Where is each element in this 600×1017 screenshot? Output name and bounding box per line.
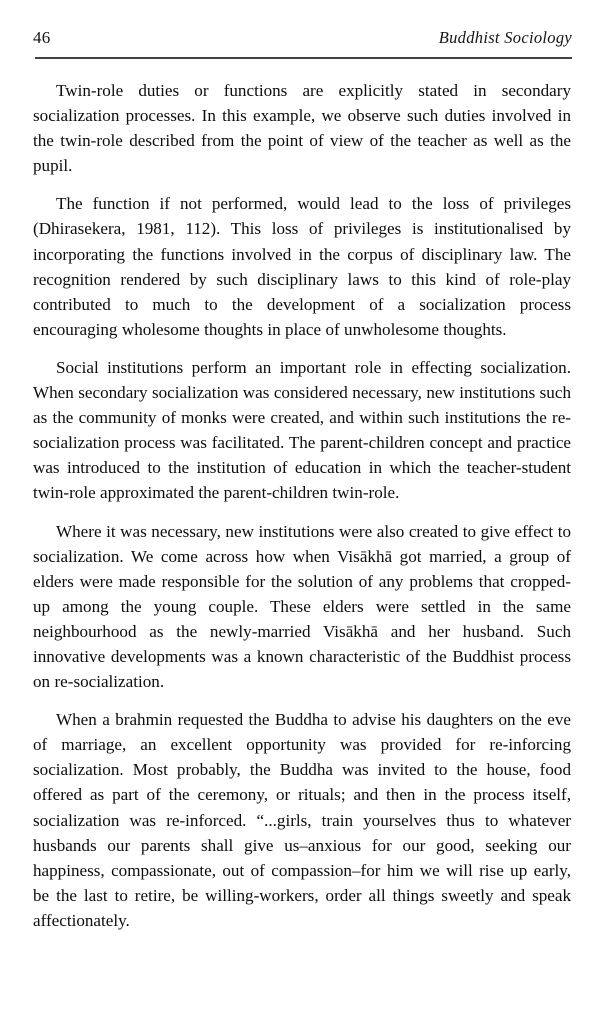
paragraph: Twin-role duties or functions are explicitly stated in secondary socialization processes. In this example, we observe such duties involved in the twin-role described from the point of view of the teacher as well as the pupil. xyxy=(33,81,571,176)
running-title: Buddhist Sociology xyxy=(438,28,572,47)
running-header xyxy=(33,28,572,54)
paragraph: Social institutions perform an important role in effecting socialization. When secondary socialization was considered necessary, new institutions such as the community of monks were created, and within such institutions the re-socialization process was facilitated. The parent-children concept and practice was introduced to the institution of education in which the teacher-student twin-role approximated the parent-children twin-role. xyxy=(33,357,571,503)
header-divider-rule xyxy=(35,57,572,59)
paragraph: The function if not performed, would lead to the loss of privileges (Dhirasekera, 1981, 112). This loss of privileges is institutionalised by incorporating the functions involved in the corpus of disciplinary law. The recognition rendered by such disciplinary laws to this kind of role-play contributed to much to the development of a socialization process encouraging wholesome thoughts in place of unwholesome thoughts. xyxy=(33,194,571,339)
paragraph: When a brahmin requested the Buddha to advise his daughters on the eve of marriage, an excellent opportunity was provided for re-inforcing socialization. Most probably, the Buddha was invited to the house, food offered as part of the ceremony, or rituals; and then in the process itself, socialization was re-inforced. “...girls, train yourselves thus to whatever husbands our parents shall give us–anxious for our good, seeking our happiness, compassionate, out of compassion–for him we will rise up early, be the last to retire, be willing-workers, order all things sweetly and speak affectionately. xyxy=(33,710,571,930)
paragraph: Where it was necessary, new institutions were also created to give effect to socialization. We come across how when Visākhā got married, a group of elders were made responsible for the solution of any problems that cropped-up among the young couple. These elders were settled in the same neighbourhood as the newly-married Visākhā and her husband. Such innovative developments was a known characteristic of the Buddhist process on re-socialization. xyxy=(33,521,571,692)
page-number: 46 xyxy=(33,28,51,47)
body-text-column xyxy=(33,78,571,933)
